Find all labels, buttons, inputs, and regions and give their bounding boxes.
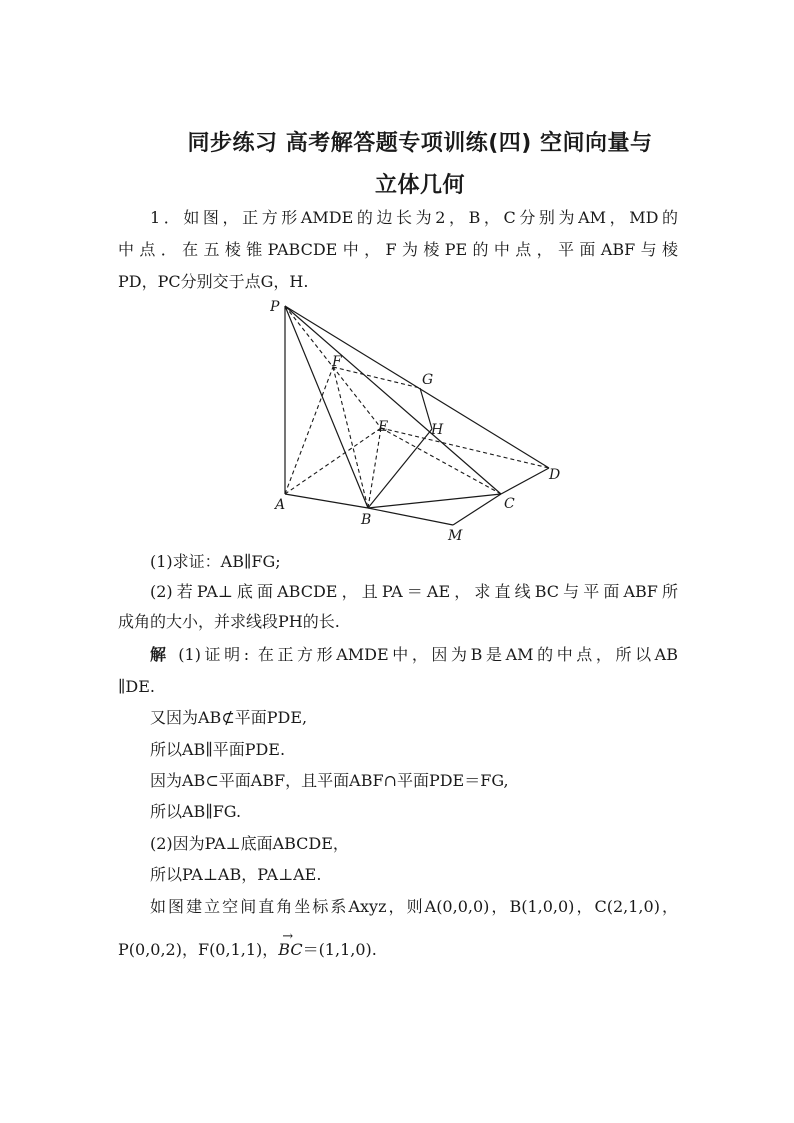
solution-line-3: 又因为AB⊄平面PDE,: [150, 708, 308, 727]
vector-BC: [278, 929, 303, 960]
label-B: B: [361, 512, 372, 528]
edge-PC: [285, 306, 501, 494]
label-F: F: [332, 354, 342, 370]
solution-line-2: ∥DE.: [118, 677, 155, 696]
label-D: D: [549, 467, 561, 483]
edge-PB: [285, 306, 368, 508]
pyramid-figure: [270, 298, 570, 548]
solution-line-5: 因为AB⊂平面ABF，且平面ABF∩平面PDE＝FG,: [150, 771, 509, 790]
solution-line-4: 所以AB∥平面PDE.: [150, 740, 286, 759]
solution-line-1-text: (1)证明: 在正方形AMDE中，因为B是AM的中点，所以AB: [169, 645, 678, 664]
question-2-line-2: 成角的大小，并求线段PH的长.: [118, 612, 340, 631]
edge-CD: [501, 468, 549, 494]
edge-BC: [368, 494, 501, 508]
problem-line-2: 中点．在五棱锥PABCDE中，F为棱PE的中点，平面ABF与棱: [118, 240, 678, 259]
vector-arrow-icon: →: [282, 929, 294, 944]
edge-FB: [333, 367, 368, 508]
vector-BC-label: BC: [278, 940, 303, 959]
solution-line-1: [150, 645, 678, 665]
solution-line-7: (2)因为PA⊥底面ABCDE，: [150, 834, 349, 853]
solution-line-10: [118, 929, 678, 960]
edge-BH: [368, 429, 432, 508]
question-1: (1)求证：AB∥FG;: [150, 552, 281, 571]
solution-line-9: 如图建立空间直角坐标系Axyz，则A(0,0,0)，B(1,0,0)，C(2,1,0)，: [150, 897, 678, 916]
edge-BM: [368, 508, 453, 525]
solution-heading: 解: [150, 645, 170, 664]
title-line-1: 同步练习 高考解答题专项训练(四) 空间向量与: [187, 131, 653, 156]
label-G: G: [422, 372, 434, 388]
label-M: M: [448, 528, 463, 544]
solution-line-10-b: ＝(1,1,0).: [302, 940, 377, 959]
solution-line-10-a: P(0,0,2)，F(0,1,1)，: [118, 940, 279, 959]
solution-line-8: 所以PA⊥AB，PA⊥AE.: [150, 865, 322, 884]
problem-line-3: PD，PC分别交于点G，H.: [118, 272, 309, 291]
label-H: H: [431, 422, 444, 438]
solution-line-6: 所以AB∥FG.: [150, 802, 242, 821]
question-2-line-1: (2)若PA⊥底面ABCDE，且PA＝AE，求直线BC与平面ABF所: [150, 582, 678, 601]
label-P: P: [270, 299, 280, 315]
label-A: A: [275, 497, 286, 513]
title-line-2: 立体几何: [374, 173, 465, 198]
edge-AB: [285, 494, 368, 508]
problem-line-1: 1．如图，正方形AMDE的边长为2，B，C分别为AM，MD的: [150, 208, 678, 227]
edge-AE: [285, 428, 381, 494]
edge-AF: [285, 367, 333, 494]
pyramid-diagram: [270, 298, 570, 548]
label-C: C: [504, 496, 515, 512]
label-E: E: [378, 419, 389, 435]
edge-EB: [368, 428, 381, 508]
